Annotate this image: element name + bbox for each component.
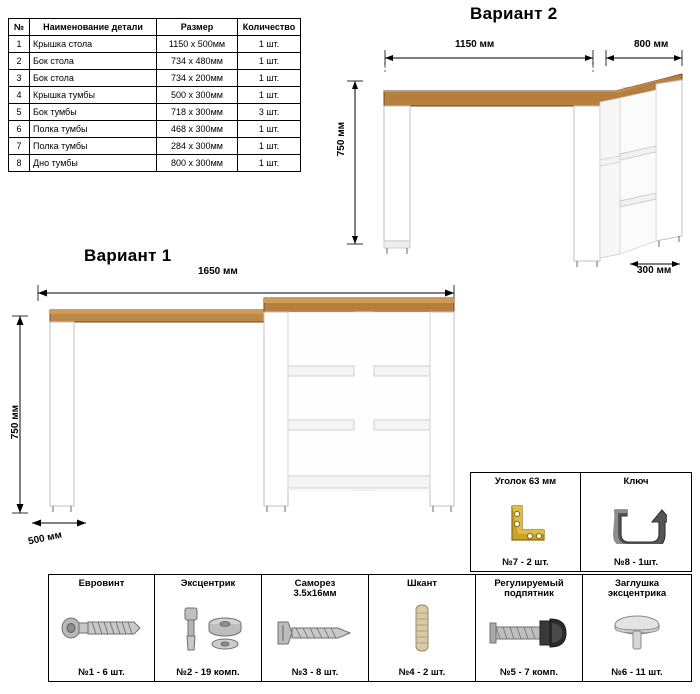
table-row bbox=[9, 138, 301, 155]
table-row bbox=[9, 155, 301, 172]
euro-screw-icon bbox=[51, 589, 152, 667]
hardware-title: Уголок 63 мм bbox=[494, 476, 557, 487]
part-size: 284 х 300мм bbox=[157, 138, 238, 155]
hardware-item-adjustable-foot bbox=[476, 574, 583, 682]
part-name: Бок тумбы bbox=[30, 104, 157, 121]
corner-bracket-icon bbox=[473, 487, 578, 557]
part-num: 6 bbox=[9, 121, 30, 138]
part-qty: 1 шт. bbox=[238, 121, 301, 138]
parts-table-header-size: Размер bbox=[157, 19, 238, 36]
part-num: 1 bbox=[9, 36, 30, 53]
table-row bbox=[9, 70, 301, 87]
variant2-width-side-label: 800 мм bbox=[634, 39, 669, 50]
part-qty: 1 шт. bbox=[238, 53, 301, 70]
hardware-title: Евровинт bbox=[78, 578, 125, 589]
cam-cap-icon bbox=[585, 599, 689, 667]
hardware-title: Ключ bbox=[623, 476, 649, 487]
hardware-qty: №6 - 11 шт. bbox=[611, 667, 663, 678]
hardware-qty: №4 - 2 шт. bbox=[398, 667, 446, 678]
part-size: 800 х 300мм bbox=[157, 155, 238, 172]
hardware-bottom-row bbox=[48, 574, 692, 682]
parts-table-header-name: Наименование детали bbox=[30, 19, 157, 36]
hardware-item-allen-key bbox=[581, 472, 692, 572]
part-name: Крышка тумбы bbox=[30, 87, 157, 104]
part-name: Дно тумбы bbox=[30, 155, 157, 172]
hardware-title-line2: эксцентрика bbox=[607, 588, 667, 599]
hardware-qty: №8 - 1шт. bbox=[614, 557, 658, 568]
part-name: Полка тумбы bbox=[30, 121, 157, 138]
hardware-item-euro-screw bbox=[48, 574, 155, 682]
hardware-title-line2: подпятник bbox=[504, 588, 554, 599]
variant2-svg bbox=[330, 36, 696, 286]
part-size: 734 х 480мм bbox=[157, 53, 238, 70]
part-qty: 1 шт. bbox=[238, 87, 301, 104]
hardware-top-row bbox=[470, 472, 692, 572]
hardware-qty: №3 - 8 шт. bbox=[291, 667, 339, 678]
part-size: 468 х 300мм bbox=[157, 121, 238, 138]
part-name: Полка тумбы bbox=[30, 138, 157, 155]
hardware-qty: №5 - 7 комп. bbox=[500, 667, 558, 678]
part-num: 4 bbox=[9, 87, 30, 104]
adjustable-foot-icon bbox=[478, 599, 580, 667]
hardware-title: Эксцентрик bbox=[180, 578, 236, 589]
self-tapping-screw-icon bbox=[264, 599, 366, 667]
hardware-title: Шкант bbox=[407, 578, 437, 589]
part-name: Бок стола bbox=[30, 53, 157, 70]
parts-table-header-num: № bbox=[9, 19, 30, 36]
hardware-title-line1: Регулируемый bbox=[494, 578, 564, 589]
hardware-item-corner-bracket bbox=[470, 472, 581, 572]
variant1-width-label: 1650 мм bbox=[198, 266, 238, 277]
hardware-qty: №7 - 2 шт. bbox=[502, 557, 549, 568]
table-row bbox=[9, 53, 301, 70]
variant2-drawing bbox=[330, 36, 696, 286]
variant2-depth-label: 300 мм bbox=[637, 265, 672, 276]
part-size: 500 х 300мм bbox=[157, 87, 238, 104]
part-num: 5 bbox=[9, 104, 30, 121]
variant1-depth-label: 500 мм bbox=[27, 529, 64, 548]
part-qty: 1 шт. bbox=[238, 155, 301, 172]
variant1-svg bbox=[6, 270, 466, 560]
part-num: 2 bbox=[9, 53, 30, 70]
part-qty: 3 шт. bbox=[238, 104, 301, 121]
table-row bbox=[9, 104, 301, 121]
part-name: Бок стола bbox=[30, 70, 157, 87]
hardware-item-dowel bbox=[369, 574, 476, 682]
hardware-item-self-tapping-screw bbox=[262, 574, 369, 682]
table-row bbox=[9, 87, 301, 104]
part-qty: 1 шт. bbox=[238, 36, 301, 53]
cam-lock-icon bbox=[157, 589, 259, 667]
allen-key-icon bbox=[583, 487, 689, 557]
part-size: 718 х 300мм bbox=[157, 104, 238, 121]
part-qty: 1 шт. bbox=[238, 70, 301, 87]
part-qty: 1 шт. bbox=[238, 138, 301, 155]
part-num: 7 bbox=[9, 138, 30, 155]
hardware-title-line2: 3.5x16мм bbox=[293, 588, 337, 599]
part-num: 3 bbox=[9, 70, 30, 87]
part-size: 734 х 200мм bbox=[157, 70, 238, 87]
variant2-height-label: 750 мм bbox=[336, 122, 347, 157]
variant2-width-main-label: 1150 мм bbox=[455, 39, 495, 50]
hardware-qty: №2 - 19 комп. bbox=[176, 667, 240, 678]
table-row bbox=[9, 36, 301, 53]
parts-table-header-row bbox=[9, 19, 301, 36]
variant2-title: Вариант 2 bbox=[470, 4, 558, 23]
hardware-title-line1: Заглушка bbox=[614, 578, 660, 589]
table-row bbox=[9, 121, 301, 138]
part-name: Крышка стола bbox=[30, 36, 157, 53]
variant1-title: Вариант 1 bbox=[84, 246, 172, 265]
variant1-height-label: 750 мм bbox=[10, 405, 21, 440]
parts-table-header-qty: Количество bbox=[238, 19, 301, 36]
part-size: 1150 х 500мм bbox=[157, 36, 238, 53]
hardware-item-cam-lock bbox=[155, 574, 262, 682]
dowel-icon bbox=[371, 589, 473, 667]
hardware-item-cam-cap bbox=[583, 574, 692, 682]
parts-table bbox=[8, 18, 301, 172]
part-num: 8 bbox=[9, 155, 30, 172]
hardware-title-line1: Саморез bbox=[294, 578, 336, 589]
variant1-drawing bbox=[6, 270, 466, 560]
hardware-qty: №1 - 6 шт. bbox=[78, 667, 125, 678]
